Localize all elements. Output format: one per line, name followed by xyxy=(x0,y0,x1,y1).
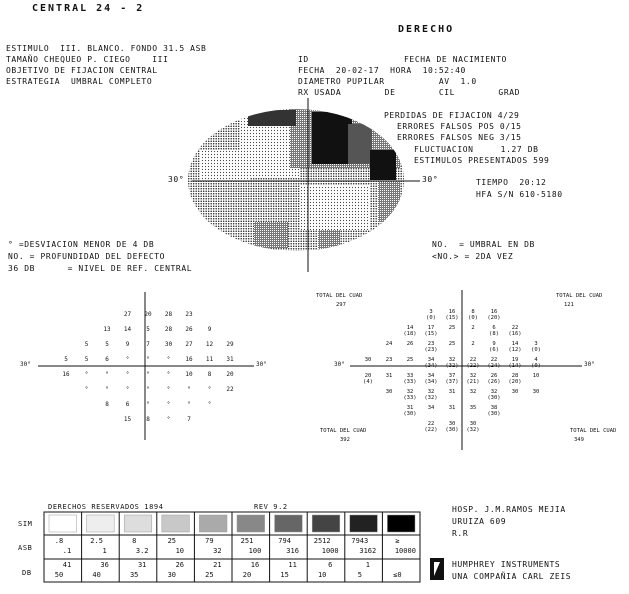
key-threshold: NO. = UMBRAL EN DB xyxy=(432,240,535,249)
key-depth: NO. = PROFUNDIDAD DEL DEFECTO xyxy=(8,252,166,261)
legend-value: 16 xyxy=(250,561,260,569)
threshold-first: 32 xyxy=(427,389,435,395)
threshold-first: 26 xyxy=(406,341,414,347)
threshold-first: 31 xyxy=(406,405,414,411)
legend-value: 7943 xyxy=(351,537,369,545)
threshold-first: 30 xyxy=(469,421,477,427)
threshold-first: 3 xyxy=(534,341,538,347)
threshold-first: 32 xyxy=(448,357,456,363)
defect-value: 6 xyxy=(105,356,109,363)
defect-value: ° xyxy=(105,371,109,378)
defect-value: ° xyxy=(166,401,171,408)
threshold-first: 35 xyxy=(469,405,477,411)
legend-row-db: DB xyxy=(22,569,32,577)
threshold-first: 34 xyxy=(427,373,435,379)
maker-name: HUMPHREY INSTRUMENTS xyxy=(452,560,561,569)
threshold-first: 38 xyxy=(490,405,498,411)
legend-symbol xyxy=(350,515,378,532)
legend-value: 36 xyxy=(100,561,109,569)
threshold-first: 22 xyxy=(511,325,519,331)
threshold-first: 22 xyxy=(490,357,498,363)
threshold-first: 3 xyxy=(429,309,433,315)
legend-value: 30 xyxy=(167,571,177,579)
threshold-first: 16 xyxy=(490,309,498,315)
key-deviation: ° =DESVIACION MENOR DE 4 DB xyxy=(8,240,155,249)
threshold-first: 24 xyxy=(385,341,393,347)
hospital-address: URUIZA 609 xyxy=(452,517,507,526)
false-positive: ERRORES FALSOS POS 0/15 xyxy=(397,122,522,131)
defect-value: ° xyxy=(125,356,130,363)
threshold-first: 2 xyxy=(471,325,475,331)
threshold-first: 8 xyxy=(471,309,475,315)
legend-value: 2512 xyxy=(313,537,331,545)
threshold-first: 34 xyxy=(427,357,435,363)
threshold-first: 17 xyxy=(427,325,435,331)
defect-value: 7 xyxy=(146,341,150,348)
threshold-first: 30 xyxy=(532,389,540,395)
total-tl-label: TOTAL DEL CUAD xyxy=(316,293,363,299)
threshold-second: (34) xyxy=(424,363,438,369)
threshold-second: (22) xyxy=(466,363,480,369)
threshold-first: 32 xyxy=(469,389,477,395)
legend-value: 2.5 xyxy=(90,537,103,545)
threshold-second: (15) xyxy=(424,331,438,337)
threshold-first: 30 xyxy=(448,421,456,427)
fluctuation: FLUCTUACION 1.27 DB xyxy=(414,145,539,154)
humphrey-logo-icon xyxy=(430,558,444,580)
blindspot-line: TAMAÑO CHEQUEO P. CIEGO III xyxy=(6,55,169,64)
total-bl-label: TOTAL DEL CUAD xyxy=(320,428,367,434)
legend-value: .8 xyxy=(54,537,64,545)
defect-value: 8 xyxy=(146,416,150,423)
defect-value: ° xyxy=(146,371,150,378)
threshold-second: (30) xyxy=(487,411,501,417)
legend-value: 15 xyxy=(280,571,289,579)
threshold-first: 37 xyxy=(448,373,456,379)
threshold-second: (30) xyxy=(403,411,417,417)
legend-symbol xyxy=(387,515,415,532)
defect-value: ° xyxy=(166,416,171,423)
legend-value: 10 xyxy=(175,547,185,555)
threshold-second: (20) xyxy=(508,379,522,385)
defect-value: 20 xyxy=(226,371,234,378)
threshold-first: 34 xyxy=(427,405,435,411)
legend-row-asb: ASB xyxy=(18,544,33,552)
stimulus-line: ESTIMULO III. BLANCO. FONDO 31.5 ASB xyxy=(6,44,207,53)
legend-value: 100 xyxy=(248,547,262,555)
threshold-first: 31 xyxy=(448,405,456,411)
threshold-first: 26 xyxy=(490,373,498,379)
program-title: CENTRAL 24 - 2 xyxy=(32,3,145,14)
defect-value: 28 xyxy=(164,326,173,333)
defect-value: 11 xyxy=(205,356,214,363)
threshold-second: (21) xyxy=(466,379,480,385)
defect-value: ° xyxy=(84,386,89,393)
legend-symbol xyxy=(87,515,115,532)
threshold-first: 30 xyxy=(511,389,519,395)
eye-label: DERECHO xyxy=(398,24,455,35)
threshold-second: (6) xyxy=(489,347,499,353)
threshold-first: 6 xyxy=(492,325,496,331)
legend-value: 10 xyxy=(317,571,327,579)
defect-value: ° xyxy=(84,371,89,378)
threshold-first: 22 xyxy=(469,357,477,363)
threshold-first: 19 xyxy=(511,357,519,363)
defect-value: ° xyxy=(166,386,171,393)
legend-symbol xyxy=(199,515,227,532)
legend-value: 1 xyxy=(102,547,107,555)
threshold-first: 23 xyxy=(427,341,435,347)
threshold-second: (24) xyxy=(487,363,501,369)
threshold-second: (30) xyxy=(445,427,459,433)
threshold-second: (33) xyxy=(403,379,417,385)
strategy-line: ESTRATEGIA UMBRAL COMPLETO xyxy=(6,77,153,86)
axis-right-label: 30° xyxy=(422,175,439,184)
defect-value: 9 xyxy=(207,326,212,333)
legend-value: 25 xyxy=(167,537,177,545)
threshold-first: 22 xyxy=(427,421,435,427)
serial-number: HFA S/N 610-5180 xyxy=(476,190,563,199)
threshold-second: (4) xyxy=(363,379,373,385)
defect-axis-right: 30° xyxy=(256,361,267,368)
threshold-first: 32 xyxy=(490,389,498,395)
threshold-second: (0) xyxy=(531,347,541,353)
threshold-axis-right: 30° xyxy=(584,361,595,368)
legend-value: 794 xyxy=(278,537,291,545)
stimuli-count: ESTIMULOS PRESENTADOS 599 xyxy=(414,156,550,165)
legend-value: 1000 xyxy=(321,547,339,555)
legend-value: .1 xyxy=(62,547,72,555)
maker-company: UNA COMPAÑIA CARL ZEIS xyxy=(452,572,572,581)
defect-value: 14 xyxy=(123,326,132,333)
threshold-first: 10 xyxy=(532,373,540,379)
hospital-initials: R.R xyxy=(452,529,469,538)
threshold-second: (32) xyxy=(424,395,438,401)
legend-value: 26 xyxy=(175,561,185,569)
birth-label: FECHA DE NACIMIENTO xyxy=(404,55,507,64)
defect-value: ° xyxy=(146,386,150,393)
threshold-second: (33) xyxy=(403,395,417,401)
defect-value: 5 xyxy=(64,356,68,363)
legend-row-sim: SIM xyxy=(18,520,33,528)
threshold-first: 31 xyxy=(448,389,456,395)
threshold-first: 14 xyxy=(511,341,519,347)
total-bl-value: 392 xyxy=(340,437,350,443)
pupil-line: DIAMETRO PUPILAR AV 1.0 xyxy=(298,77,477,86)
threshold-first: 30 xyxy=(364,357,372,363)
fixation-line: OBJETIVO DE FIJACION CENTRAL xyxy=(6,66,158,75)
legend-value: 50 xyxy=(54,571,64,579)
defect-axis-left: 30° xyxy=(20,361,31,368)
legend-value: 25 xyxy=(205,571,214,579)
threshold-second: (14) xyxy=(508,363,522,369)
defect-value: ° xyxy=(146,356,150,363)
legend-value: 35 xyxy=(129,571,139,579)
legend-value: 5 xyxy=(357,571,362,579)
legend-value: 1 xyxy=(365,561,370,569)
defect-value: 5 xyxy=(84,356,89,363)
legend-value: 79 xyxy=(205,537,214,545)
total-br-value: 349 xyxy=(574,437,584,443)
legend-value: 32 xyxy=(213,547,222,555)
threshold-first: 28 xyxy=(511,373,519,379)
defect-value: 12 xyxy=(205,341,214,348)
defect-value: 5 xyxy=(105,341,109,348)
defect-value: 29 xyxy=(226,341,234,348)
defect-value: ° xyxy=(125,386,130,393)
threshold-first: 4 xyxy=(534,357,538,363)
threshold-first: 25 xyxy=(448,325,456,331)
legend-symbol xyxy=(124,515,152,532)
legend-rev: REV 9.2 xyxy=(254,503,288,511)
rx-line: RX USADA DE CIL GRAD xyxy=(298,88,521,97)
threshold-axis-left: 30° xyxy=(334,361,345,368)
legend-value: 40 xyxy=(92,571,101,579)
defect-value: 7 xyxy=(187,416,191,423)
defect-value: ° xyxy=(207,386,212,393)
threshold-first: 14 xyxy=(406,325,414,331)
defect-value: 15 xyxy=(123,416,132,423)
key-reference: 36 DB = NIVEL DE REF. CENTRAL xyxy=(8,264,193,273)
defect-value: 20 xyxy=(144,311,152,318)
defect-value: 5 xyxy=(146,326,150,333)
legend-value: 251 xyxy=(240,537,254,545)
date-line: FECHA 20-02-17 HORA 10:52:40 xyxy=(298,66,466,75)
legend-symbol xyxy=(49,515,77,532)
legend-symbol xyxy=(312,515,340,532)
defect-value: ° xyxy=(187,386,191,393)
legend-value: 3.2 xyxy=(135,547,149,555)
defect-value: 8 xyxy=(105,401,109,408)
threshold-first: 25 xyxy=(406,357,414,363)
legend-value: 41 xyxy=(62,561,72,569)
threshold-first: 31 xyxy=(385,373,393,379)
id-label: ID xyxy=(298,55,309,64)
total-br-label: TOTAL DEL CUAD xyxy=(570,428,617,434)
defect-value: 28 xyxy=(164,311,173,318)
total-tr-value: 121 xyxy=(564,302,574,308)
legend-value: 10000 xyxy=(394,547,416,555)
threshold-second: (0) xyxy=(531,363,541,369)
legend-symbol xyxy=(237,515,265,532)
threshold-second: (0) xyxy=(426,315,436,321)
defect-value: 27 xyxy=(123,311,132,318)
threshold-second: (37) xyxy=(445,379,459,385)
threshold-second: (32) xyxy=(445,363,459,369)
defect-value: ° xyxy=(166,356,171,363)
legend-value: 31 xyxy=(137,561,147,569)
threshold-second: (22) xyxy=(424,427,438,433)
defect-value: 5 xyxy=(84,341,89,348)
defect-value: 8 xyxy=(207,371,212,378)
threshold-first: 2 xyxy=(471,341,475,347)
threshold-first: 30 xyxy=(385,389,393,395)
threshold-first: 23 xyxy=(385,357,393,363)
legend-title: DERECHOS RESERVADOS 1894 xyxy=(48,503,164,511)
threshold-first: 9 xyxy=(492,341,496,347)
defect-value: 13 xyxy=(103,326,111,333)
fixation-losses: PERDIDAS DE FIJACION 4/29 xyxy=(384,111,520,120)
total-tl-value: 297 xyxy=(336,302,346,308)
defect-value: 30 xyxy=(164,341,173,348)
legend-value: ≥ xyxy=(395,537,400,545)
defect-value: 9 xyxy=(125,341,130,348)
threshold-second: (34) xyxy=(424,379,438,385)
defect-value: ° xyxy=(125,371,130,378)
defect-value: ° xyxy=(105,386,109,393)
threshold-second: (30) xyxy=(487,395,501,401)
defect-value: 22 xyxy=(226,386,234,393)
threshold-second: (0) xyxy=(468,315,478,321)
threshold-second: (18) xyxy=(403,331,417,337)
defect-value: 31 xyxy=(226,356,234,363)
threshold-first: 32 xyxy=(469,373,477,379)
legend-value: 11 xyxy=(288,561,297,569)
axis-left-label: 30° xyxy=(168,175,185,184)
threshold-first: 16 xyxy=(448,309,456,315)
defect-value: ° xyxy=(187,401,191,408)
false-negative: ERRORES FALSOS NEG 3/15 xyxy=(397,133,522,142)
threshold-second: (23) xyxy=(424,347,438,353)
defect-value: ° xyxy=(146,401,150,408)
legend-value: ≤0 xyxy=(393,571,402,579)
defect-value: 16 xyxy=(185,356,193,363)
threshold-second: (15) xyxy=(445,315,459,321)
threshold-first: 25 xyxy=(448,341,456,347)
defect-value: 27 xyxy=(185,341,193,348)
threshold-second: (16) xyxy=(508,331,522,337)
defect-value: 10 xyxy=(185,371,193,378)
legend-value: 6 xyxy=(328,561,333,569)
defect-value: 26 xyxy=(185,326,193,333)
threshold-first: 33 xyxy=(406,373,414,379)
legend-value: 21 xyxy=(213,561,222,569)
defect-value: 23 xyxy=(185,311,193,318)
legend-symbol xyxy=(275,515,303,532)
legend-value: 316 xyxy=(286,547,299,555)
defect-value: 16 xyxy=(62,371,70,378)
key-second: <NO.> = 2DA VEZ xyxy=(432,252,514,261)
threshold-first: 20 xyxy=(364,373,372,379)
threshold-second: (20) xyxy=(487,315,501,321)
defect-value: ° xyxy=(166,371,171,378)
threshold-second: (32) xyxy=(466,427,480,433)
test-time: TIEMPO 20:12 xyxy=(476,178,547,187)
defect-value: 6 xyxy=(125,401,130,408)
hospital-name: HOSP. J.M.RAMOS MEJIA xyxy=(452,505,566,514)
defect-value: ° xyxy=(207,401,212,408)
total-tr-label: TOTAL DEL CUAD xyxy=(556,293,603,299)
legend-value: 3162 xyxy=(359,547,377,555)
legend-value: 8 xyxy=(132,537,137,545)
threshold-second: (26) xyxy=(487,379,501,385)
legend-value: 20 xyxy=(242,571,252,579)
threshold-first: 32 xyxy=(406,389,414,395)
threshold-second: (8) xyxy=(489,331,499,337)
threshold-second: (12) xyxy=(508,347,522,353)
legend-symbol xyxy=(162,515,190,532)
